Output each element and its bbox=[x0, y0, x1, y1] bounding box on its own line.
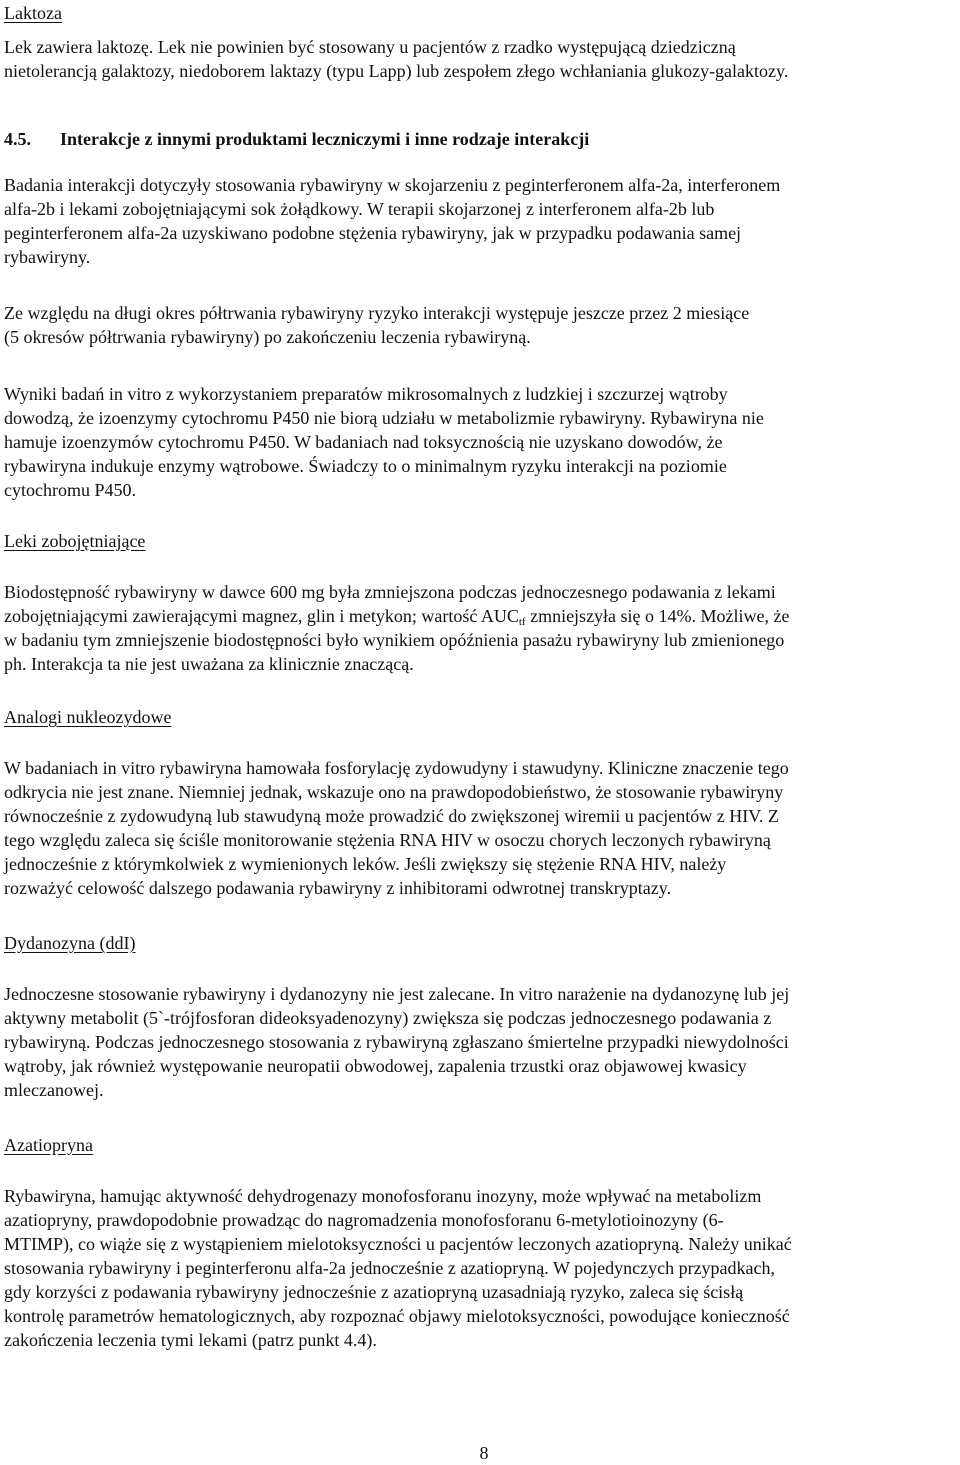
line-text: zobojętniającymi zawierającymi magnez, glin i metykon; wartość AUC bbox=[4, 606, 519, 626]
paragraph-line: tego względu zaleca się ściśle monitorowanie stężenia RNA HIV w osoczu chorych leczonych rybawiryną bbox=[4, 830, 771, 850]
paragraph-line: wątroby, jak również występowanie neuropatii obwodowej, zapalenia trzustki oraz objawowej kwasicy bbox=[4, 1056, 747, 1076]
subheading: Azatiopryna bbox=[4, 1135, 93, 1155]
paragraph-line: Badania interakcji dotyczyły stosowania rybawiryny w skojarzeniu z peginterferonem alfa-2a, interferonem bbox=[4, 175, 781, 195]
paragraph-line: rozważyć celowość dalszego podawania rybawiryny z inhibitorami odwrotnej transkryptazy. bbox=[4, 878, 672, 898]
paragraph-line: cytochromu P450. bbox=[4, 480, 136, 500]
paragraph-line: dowodzą, że izoenzymy cytochromu P450 nie biorą udziału w metabolizmie rybawiryny. Rybawiryna nie bbox=[4, 408, 764, 428]
paragraph-line: rybawiryna indukuje enzymy wątrobowe. Świadczy to o minimalnym ryzyku interakcji na poziomie bbox=[4, 456, 727, 476]
subheading: Laktoza bbox=[4, 3, 62, 23]
paragraph-line: jednocześnie z którymkolwiek z wymienionych leków. Jeśli zwiększy się stężenie RNA HIV, należy bbox=[4, 854, 727, 874]
paragraph-line: Ze względu na długi okres półtrwania rybawiryny ryzyko interakcji występuje jeszcze przez 2 miesiące bbox=[4, 303, 750, 323]
paragraph-line: zakończenia leczenia tymi lekami (patrz punkt 4.4). bbox=[4, 1330, 377, 1350]
paragraph-line: Biodostępność rybawiryny w dawce 600 mg była zmniejszona podczas jednoczesnego podawania z lekami bbox=[4, 582, 776, 602]
subheading: Analogi nukleozydowe bbox=[4, 707, 172, 727]
subheading: Leki zobojętniające bbox=[4, 531, 146, 551]
paragraph-line: stosowania rybawiryny i peginterferonu alfa-2a jednocześnie z azatiopryną. W pojedynczych przypadkach, bbox=[4, 1258, 776, 1278]
paragraph-line: Jednoczesne stosowanie rybawiryny i dydanozyny nie jest zalecane. In vitro narażenie na dydanozynę lub jej bbox=[4, 984, 790, 1004]
paragraph-line: Wyniki badań in vitro z wykorzystaniem preparatów mikrosomalnych z ludzkiej i szczurzej wątroby bbox=[4, 384, 728, 404]
paragraph-line: hamuje izoenzymów cytochromu P450. W badaniach nad toksycznością nie uzyskano dowodów, że bbox=[4, 432, 723, 452]
page-number: 8 bbox=[479, 1443, 489, 1463]
paragraph-line: rybawiryny. bbox=[4, 247, 91, 267]
paragraph-line: rybawiryną. Podczas jednoczesnego stosowania z rybawiryną zgłaszano śmiertelne przypadki niewydolności bbox=[4, 1032, 789, 1052]
paragraph-line: MTIMP), co wiąże się z wystąpieniem mielotoksyczności u pacjentów leczonych azatiopryną. Należy unikać bbox=[4, 1234, 792, 1254]
paragraph-line: W badaniach in vitro rybawiryna hamowała fosforylację zydowudyny i stawudyny. Kliniczne znaczenie tego bbox=[4, 758, 789, 778]
paragraph-line: aktywny metabolit (5`-trójfosforan dideoksyadenozyny) zwiększa się podczas jednoczesnego podawania z bbox=[4, 1008, 772, 1028]
section-title: Interakcje z innymi produktami leczniczymi i inne rodzaje interakcji bbox=[60, 129, 590, 149]
paragraph-line: alfa-2b i lekami zobojętniającymi sok żołądkowy. W terapii skojarzonej z interferonem alfa-2b lub bbox=[4, 199, 715, 219]
paragraph-line: kontrolę parametrów hematologicznych, aby rozpoznać objawy mielotoksyczności, powodujące konieczność bbox=[4, 1306, 790, 1326]
paragraph-line: odkrycia nie jest znane. Niemniej jednak, wskazuje ono na prawdopodobieństwo, że stosowanie rybawiryny bbox=[4, 782, 784, 802]
paragraph-line bbox=[4, 604, 790, 628]
subscript: tf bbox=[518, 616, 526, 628]
paragraph-line: Lek zawiera laktozę. Lek nie powinien być stosowany u pacjentów z rzadko występującą dziedziczną bbox=[4, 37, 736, 57]
paragraph-line: nietolerancją galaktozy, niedoborem laktazy (typu Lapp) lub zespołem złego wchłaniania glukozy-galaktozy. bbox=[4, 61, 789, 81]
paragraph-line: Rybawiryna, hamując aktywność dehydrogenazy monofosforanu inozyny, może wpływać na metabolizm bbox=[4, 1186, 762, 1206]
section-heading bbox=[4, 127, 589, 151]
line-text: zmniejszyła się o 14%. Możliwe, że bbox=[525, 606, 790, 626]
subheading: Dydanozyna (ddI) bbox=[4, 933, 136, 953]
section-number: 4.5. bbox=[4, 129, 31, 149]
paragraph-line: gdy korzyści z podawania rybawiryny jednocześnie z azatiopryną uzasadniają ryzyko, zaleca się ścisłą bbox=[4, 1282, 744, 1302]
paragraph-line: (5 okresów półtrwania rybawiryny) po zakończeniu leczenia rybawiryną. bbox=[4, 327, 531, 347]
paragraph-line: w badaniu tym zmniejszenie biodostępności było wynikiem opóźnienia pasażu rybawiryny lub zmienionego bbox=[4, 630, 785, 650]
paragraph-line: peginterferonem alfa-2a uzyskiwano podobne stężenia rybawiryny, jak w przypadku podawania samej bbox=[4, 223, 742, 243]
paragraph-line: azatiopryny, prawdopodobnie prowadząc do nagromadzenia monofosforanu 6-metylotioinozyny (6- bbox=[4, 1210, 724, 1230]
paragraph-line: równocześnie z zydowudyną lub stawudyną może prowadzić do zwiększonej wiremii u pacjentów z HIV. Z bbox=[4, 806, 779, 826]
paragraph-line: mleczanowej. bbox=[4, 1080, 104, 1100]
paragraph-line: ph. Interakcja ta nie jest uważana za klinicznie znaczącą. bbox=[4, 654, 414, 674]
